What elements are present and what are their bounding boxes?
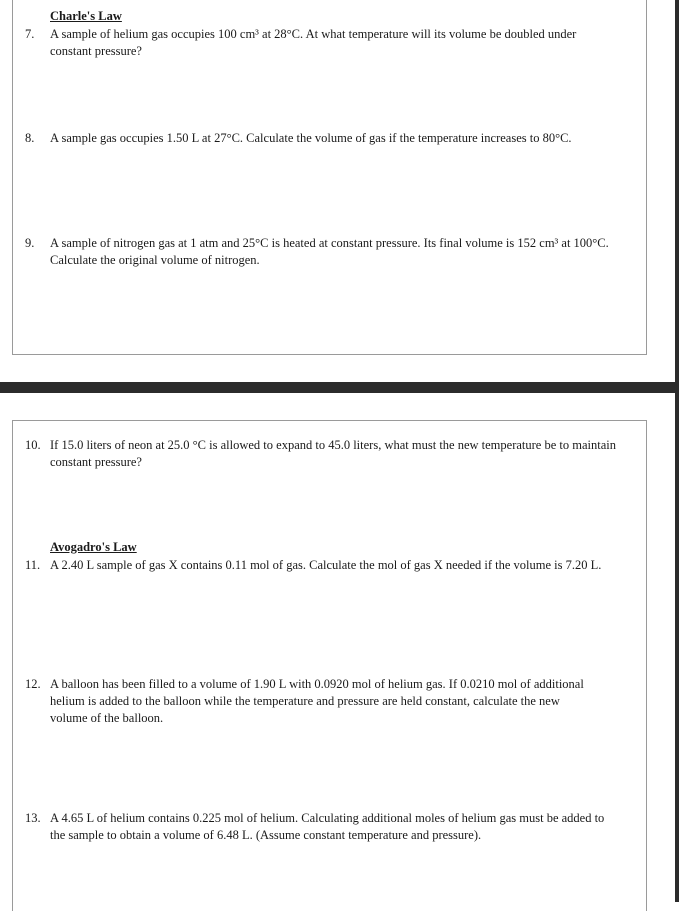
- section-heading-avogadros-law: Avogadro's Law: [50, 540, 137, 554]
- question-text: A sample of helium gas occupies 100 cm³ at 28°C. At what temperature will its volume be doubled under constant pressure?: [50, 27, 577, 58]
- page-divider: [0, 382, 679, 393]
- question-number: 11.: [25, 558, 41, 572]
- screen-edge: [675, 0, 679, 902]
- question-text: If 15.0 liters of neon at 25.0 °C is allowed to expand to 45.0 liters, what must the new temperature be to maintain constant pressure?: [50, 438, 616, 469]
- question-8: [25, 130, 645, 147]
- question-number: 12.: [25, 677, 41, 691]
- question-12: [25, 676, 595, 727]
- question-text: A 2.40 L sample of gas X contains 0.11 mol of gas. Calculate the mol of gas X needed if the volume is 7.20 L.: [50, 558, 602, 572]
- question-9: [25, 235, 621, 269]
- question-number: 10.: [25, 438, 41, 452]
- question-10: [25, 437, 621, 471]
- question-text: A balloon has been filled to a volume of 1.90 L with 0.0920 mol of helium gas. If 0.0210 mol of additional helium is added to the balloon while the temperature and pressure are held constant, calculate the new volume of the balloon.: [50, 677, 584, 725]
- question-number: 9.: [25, 236, 35, 250]
- question-number: 8.: [25, 131, 35, 145]
- question-11: [25, 557, 605, 574]
- question-text: A sample gas occupies 1.50 L at 27°C. Calculate the volume of gas if the temperature increases to 80°C.: [50, 131, 572, 145]
- section-heading-charles-law: Charle's Law: [50, 9, 122, 23]
- question-number: 13.: [25, 811, 41, 825]
- question-7: [25, 26, 621, 60]
- question-text: A 4.65 L of helium contains 0.225 mol of helium. Calculating additional moles of helium gas must be added to the sample to obtain a volume of 6.48 L. (Assume constant temperature and pressure).: [50, 811, 605, 842]
- question-text: A sample of nitrogen gas at 1 atm and 25°C is heated at constant pressure. Its final volume is 152 cm³ at 100°C. Calculate the original volume of nitrogen.: [50, 236, 609, 267]
- question-number: 7.: [25, 27, 35, 41]
- question-13: [25, 810, 610, 844]
